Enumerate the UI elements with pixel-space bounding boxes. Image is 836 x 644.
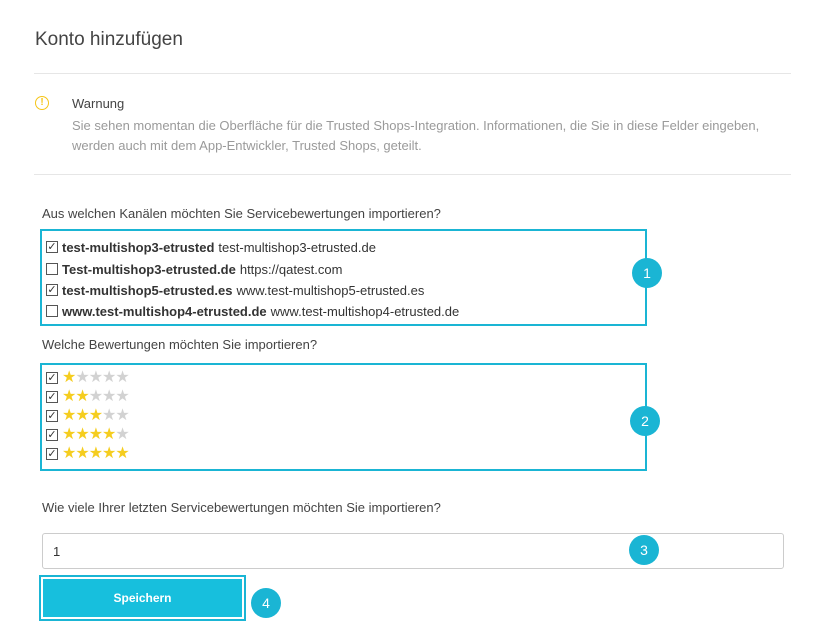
channel-url: www.test-multishop4-etrusted.de [270,303,460,319]
channel-option[interactable] [46,280,424,300]
star-empty-icon: ★ [102,407,116,424]
star-empty-icon: ★ [88,388,103,405]
star-filled-icon: ★ [75,407,89,424]
ratings-question: Welche Bewertungen möchten Sie importieren? [42,337,318,352]
star-filled-icon: ★ [102,426,116,443]
channel-name: www.test-multishop4-etrusted.de [62,303,267,319]
channel-name: test-multishop3-etrusted [62,239,215,255]
callout-badge-4: 4 [251,588,281,618]
rating-checkbox[interactable]: ✓ [47,429,57,441]
channel-checkbox[interactable] [46,263,58,275]
channel-name: test-multishop5-etrusted.es [62,282,233,298]
warning-title: Warnung [72,96,125,111]
star-filled-icon: ★ [75,426,89,443]
rating-checkbox[interactable]: ✓ [47,448,57,460]
channel-url: www.test-multishop5-etrusted.es [236,282,425,298]
channel-checkbox[interactable]: ✓ [47,241,57,253]
callout-badge-2: 2 [630,406,660,436]
channel-url: https://qatest.com [239,261,343,277]
star-filled-icon: ★ [75,388,89,405]
channel-url: test-multishop3-etrusted.de [218,239,376,255]
star-filled-icon: ★ [62,426,76,443]
rating-option-3-stars[interactable] [46,407,129,425]
star-empty-icon: ★ [115,388,129,405]
rating-option-5-stars[interactable] [46,445,129,463]
star-empty-icon: ★ [115,426,129,443]
star-filled-icon: ★ [62,388,76,405]
star-filled-icon: ★ [88,445,103,462]
channel-checkbox[interactable]: ✓ [47,284,57,296]
warning-text: Sie sehen momentan die Oberfläche für die Trusted Shops-Integration. Informationen, die Sie in diese Felder eingeben, werden auch mit dem App-Entwickler, Trusted Shops, geteilt. [72,118,760,153]
save-button[interactable]: Speichern [43,579,242,617]
star-rating-icon [62,446,129,462]
star-filled-icon: ★ [62,369,76,386]
warning-circle-icon: ! [35,96,49,110]
star-filled-icon: ★ [88,407,103,424]
star-filled-icon: ★ [88,426,103,443]
channels-question: Aus welchen Kanälen möchten Sie Servicebewertungen importieren? [42,206,441,221]
channel-checkbox[interactable] [46,305,58,317]
rating-option-4-stars[interactable] [46,426,129,444]
star-empty-icon: ★ [102,369,116,386]
star-rating-icon [62,370,129,386]
star-rating-icon [62,408,129,424]
rating-option-1-star[interactable] [46,369,129,387]
callout-badge-3: 3 [629,535,659,565]
channel-name: Test-multishop3-etrusted.de [62,261,236,277]
star-filled-icon: ★ [62,445,76,462]
count-question: Wie viele Ihrer letzten Servicebewertungen möchten Sie importieren? [42,500,441,515]
channel-option[interactable] [46,259,342,279]
rating-checkbox[interactable]: ✓ [47,391,57,403]
star-empty-icon: ★ [75,369,89,386]
star-rating-icon [62,389,129,405]
star-rating-icon [62,427,129,443]
page-title: Konto hinzufügen [35,29,183,50]
star-filled-icon: ★ [75,445,89,462]
star-empty-icon: ★ [102,388,116,405]
channel-option[interactable] [46,301,459,321]
header-divider [34,73,791,74]
star-filled-icon: ★ [102,445,116,462]
rating-option-2-stars[interactable] [46,388,129,406]
callout-badge-1: 1 [632,258,662,288]
star-empty-icon: ★ [115,369,129,386]
review-count-input[interactable] [42,533,784,569]
section-divider [34,174,791,175]
star-empty-icon: ★ [88,369,103,386]
star-empty-icon: ★ [115,407,129,424]
ratings-highlight-box [40,363,647,471]
rating-checkbox[interactable]: ✓ [47,372,57,384]
rating-checkbox[interactable]: ✓ [47,410,57,422]
star-filled-icon: ★ [115,445,129,462]
channel-option[interactable] [46,237,376,257]
star-filled-icon: ★ [62,407,76,424]
